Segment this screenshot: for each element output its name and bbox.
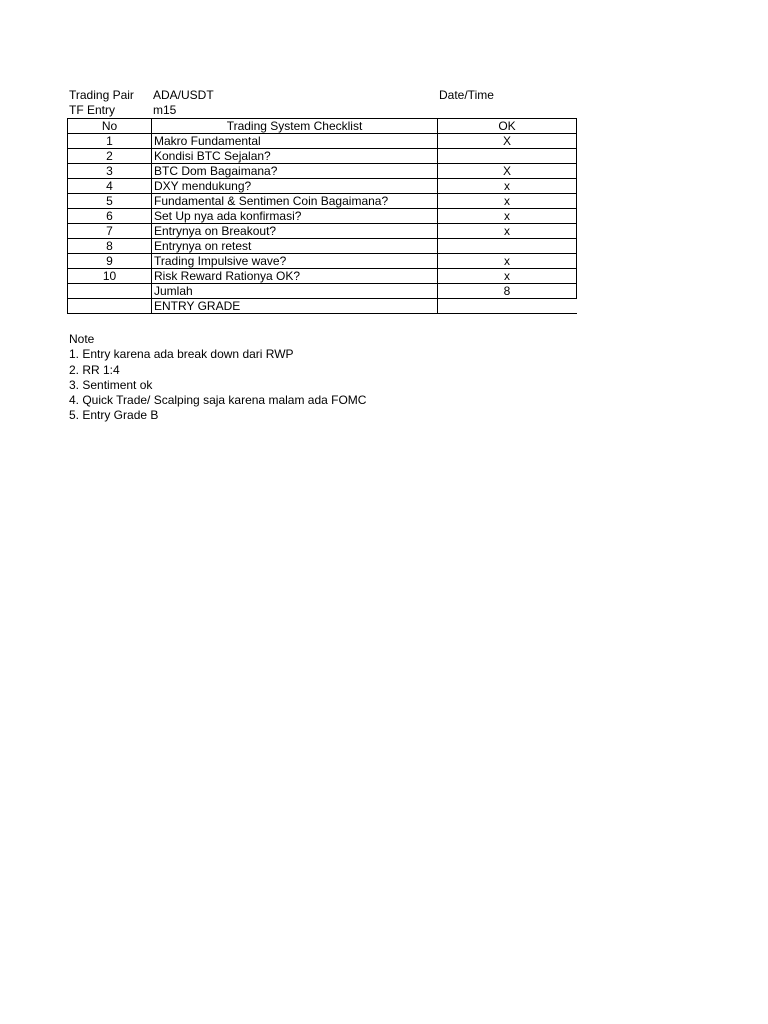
date-time-label: Date/Time: [439, 88, 494, 102]
row-number: 7: [68, 224, 152, 239]
ok-mark: x: [438, 209, 577, 224]
tf-entry-label: TF Entry: [69, 103, 116, 117]
table-header-row: [68, 119, 577, 134]
trading-pair-value: ADA/USDT: [153, 88, 214, 102]
row-number: 9: [68, 254, 152, 269]
table-row: [68, 134, 577, 149]
checklist-item: Entrynya on retest: [152, 239, 438, 254]
note-item: 5. Entry Grade B: [69, 408, 159, 423]
checklist-item: Set Up nya ada konfirmasi?: [152, 209, 438, 224]
checklist-item: Trading Impulsive wave?: [152, 254, 438, 269]
trading-pair-label: Trading Pair: [69, 88, 134, 102]
ok-mark: X: [438, 164, 577, 179]
table-row: [68, 164, 577, 179]
checklist-table: [67, 118, 577, 314]
table-row: [68, 254, 577, 269]
note-item: 2. RR 1:4: [69, 362, 120, 377]
row-number: 10: [68, 269, 152, 284]
table-row: [68, 149, 577, 164]
note-item: 3. Sentiment ok: [69, 377, 153, 392]
table-row: [68, 224, 577, 239]
column-header-ok: OK: [438, 119, 577, 134]
row-number: 1: [68, 134, 152, 149]
checklist-item: Risk Reward Rationya OK?: [152, 269, 438, 284]
checklist-item: Entrynya on Breakout?: [152, 224, 438, 239]
jumlah-label: Jumlah: [152, 284, 438, 299]
entry-grade-row: [68, 299, 577, 314]
row-number: 5: [68, 194, 152, 209]
entry-grade-label: ENTRY GRADE: [152, 299, 438, 314]
table-row: [68, 179, 577, 194]
checklist-item: BTC Dom Bagaimana?: [152, 164, 438, 179]
ok-mark: [438, 239, 577, 254]
checklist-item: Kondisi BTC Sejalan?: [152, 149, 438, 164]
notes-title: Note: [69, 332, 95, 346]
note-item: 4. Quick Trade/ Scalping saja karena malam ada FOMC: [69, 393, 367, 408]
row-number: 4: [68, 179, 152, 194]
column-header-no: No: [68, 119, 152, 134]
ok-mark: x: [438, 224, 577, 239]
ok-mark: x: [438, 254, 577, 269]
tf-entry-value: m15: [153, 103, 177, 117]
table-row: [68, 239, 577, 254]
note-item: 1. Entry karena ada break down dari RWP: [69, 347, 294, 362]
row-number: 2: [68, 149, 152, 164]
ok-mark: x: [438, 269, 577, 284]
table-row: [68, 209, 577, 224]
entry-grade-value: [438, 299, 577, 314]
table-row: [68, 194, 577, 209]
ok-mark: [438, 149, 577, 164]
jumlah-value: 8: [438, 284, 577, 299]
checklist-item: Fundamental & Sentimen Coin Bagaimana?: [152, 194, 438, 209]
row-number: 6: [68, 209, 152, 224]
table-row: [68, 269, 577, 284]
jumlah-row: [68, 284, 577, 299]
ok-mark: x: [438, 194, 577, 209]
notes-section: [69, 332, 366, 424]
jumlah-blank-cell: [68, 284, 152, 299]
column-header-checklist: Trading System Checklist: [152, 119, 438, 134]
checklist-item: Makro Fundamental: [152, 134, 438, 149]
row-number: 8: [68, 239, 152, 254]
checklist-item: DXY mendukung?: [152, 179, 438, 194]
ok-mark: x: [438, 179, 577, 194]
row-number: 3: [68, 164, 152, 179]
entry-grade-blank-cell: [68, 299, 152, 314]
ok-mark: X: [438, 134, 577, 149]
